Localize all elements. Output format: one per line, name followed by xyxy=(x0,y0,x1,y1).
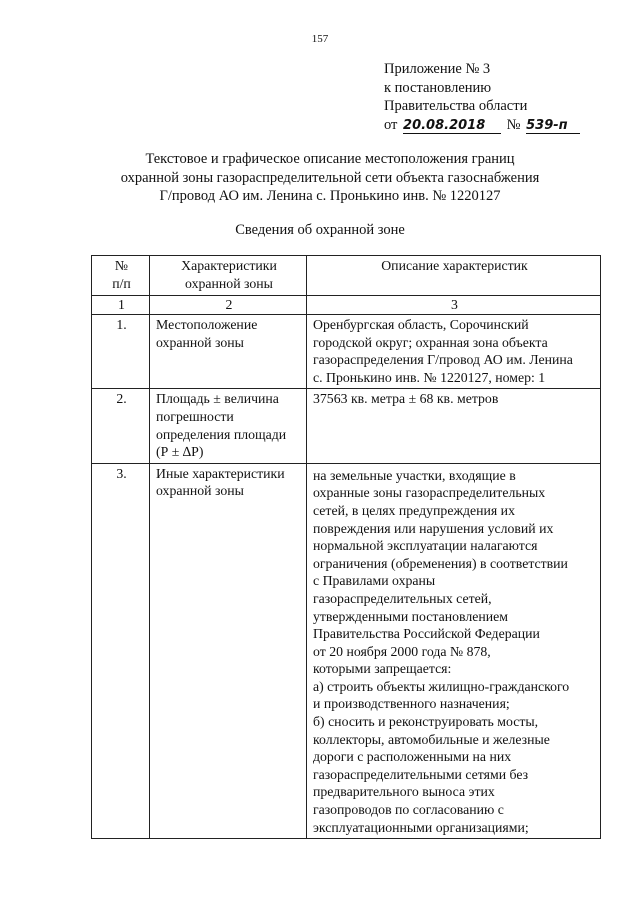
appendix-line-3: Правительства области xyxy=(384,98,528,114)
text-line: на земельные участки, входящие в xyxy=(313,467,516,483)
title-line-1: Текстовое и графическое описание местоположения границ xyxy=(145,151,515,167)
header-number xyxy=(92,256,150,296)
table-row xyxy=(92,315,601,389)
header-characteristic xyxy=(150,256,307,296)
appendix-line-1: Приложение № 3 xyxy=(384,61,491,77)
text-line: охранные зоны газораспределительных xyxy=(313,485,546,501)
text-line: от 20 ноября 2000 года № 878, xyxy=(313,643,491,659)
row-description xyxy=(307,389,601,463)
row-characteristic xyxy=(150,315,307,389)
header-characteristic-line-2: охранной зоны xyxy=(185,275,273,291)
text-line: охранной зоны xyxy=(156,334,244,350)
text-line: Местоположение xyxy=(156,317,258,332)
appendix-block xyxy=(384,60,582,134)
header-description: Описание характеристик xyxy=(307,256,601,296)
text-line: 37563 кв. метра ± 68 кв. метров xyxy=(313,391,499,407)
row-number: 3. xyxy=(92,463,150,838)
row-description xyxy=(307,463,601,838)
text-line: Площадь ± величина xyxy=(156,391,279,407)
from-prefix: от xyxy=(384,116,398,133)
text-line: с Правилами охраны xyxy=(313,573,436,589)
text-line: Правительства Российской Федерации xyxy=(313,626,540,642)
row-number: 2. xyxy=(92,389,150,463)
text-line: предварительного выноса этих xyxy=(313,784,495,800)
text-line: определения площади xyxy=(156,426,287,442)
handwritten-number: 539-п xyxy=(526,118,580,134)
text-line: сетей, в целях предупреждения их xyxy=(313,502,515,518)
text-line: погрешности xyxy=(156,408,234,424)
row-description xyxy=(307,315,601,389)
title-line-2: охранной зоны газораспределительной сети объекта газоснабжения xyxy=(120,169,540,186)
text-line: охранной зоны xyxy=(156,483,244,499)
number-prefix: № xyxy=(506,116,521,133)
header-number-line-2: п/п xyxy=(112,275,131,291)
text-line: ограничения (обременения) в соответствии xyxy=(313,555,568,571)
appendix-date-line xyxy=(384,116,582,135)
row-characteristic xyxy=(150,389,307,463)
document-title xyxy=(60,150,600,206)
text-line: дороги с расположенными на них xyxy=(313,749,512,765)
page-number: 157 xyxy=(311,33,329,45)
text-line: утвержденными постановлением xyxy=(313,608,508,624)
header-characteristic-line-1: Характеристики xyxy=(181,258,277,273)
protection-zone-table xyxy=(91,255,601,839)
table-index-row xyxy=(92,296,601,315)
section-subtitle: Сведения об охранной зоне xyxy=(235,222,405,238)
title-line-3: Г/провод АО им. Ленина с. Пронькино инв. № 1220127 xyxy=(159,188,501,204)
index-cell: 2 xyxy=(150,296,307,315)
handwritten-date: 20.08.2018 xyxy=(403,118,501,134)
text-line: которыми запрещается: xyxy=(313,661,452,677)
appendix-line-2: к постановлению xyxy=(384,79,492,96)
text-line: (Р ± ∆Р) xyxy=(156,444,204,460)
text-line: б) сносить и реконструировать мосты, xyxy=(313,714,539,730)
text-line: городской округ; охранная зона объекта xyxy=(313,334,548,350)
text-line: коллекторы, автомобильные и железные xyxy=(313,731,550,747)
text-line: газораспределительными сетями без xyxy=(313,766,529,782)
text-line: нормальной эксплуатации налагаются xyxy=(313,538,538,554)
row-number: 1. xyxy=(92,315,150,389)
header-number-line-1: № xyxy=(114,258,129,273)
text-line: Оренбургская область, Сорочинский xyxy=(313,317,529,332)
text-line: а) строить объекты жилищно-гражданского xyxy=(313,678,570,694)
table-header-row xyxy=(92,256,601,296)
text-line: газораспределительных сетей, xyxy=(313,590,492,606)
index-cell: 1 xyxy=(92,296,150,315)
row-characteristic xyxy=(150,463,307,838)
text-line: газопроводов по согласованию с xyxy=(313,802,504,818)
text-line: повреждения или нарушения условий их xyxy=(313,520,554,536)
text-line: и производственного назначения; xyxy=(313,696,510,712)
text-line: эксплуатационными организациями; xyxy=(313,819,529,835)
table-row xyxy=(92,463,601,838)
text-line: с. Пронькино инв. № 1220127, номер: 1 xyxy=(313,369,546,385)
table-row xyxy=(92,389,601,463)
text-line: газораспределения Г/провод АО им. Ленина xyxy=(313,352,573,368)
text-line: Иные характеристики xyxy=(156,465,285,481)
index-cell: 3 xyxy=(307,296,601,315)
